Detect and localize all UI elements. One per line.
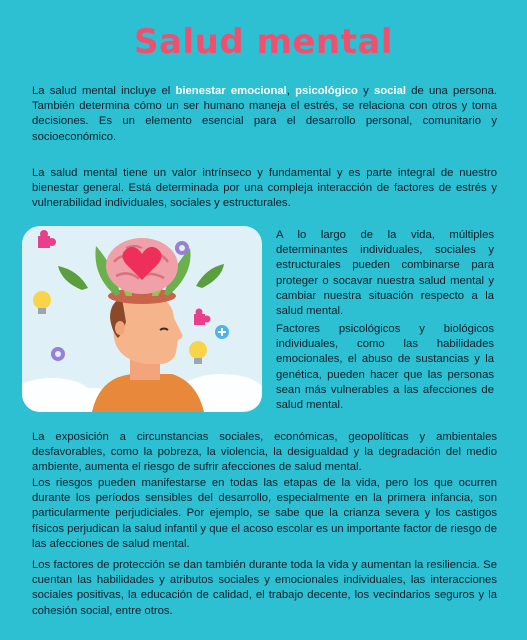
paragraph-protective-factors: Los factores de protección se dan también durante toda la vida y aumentan la resiliencia. Se cuentan las habilidades y atributos sociales y emocionales individuales, las interacciones sociales positivas, la educación de calidad, el trabajo decente, los vecindarios seguros y la cohesión social, entre otros.	[32, 559, 497, 617]
highlight-psicologico: psicológico	[295, 85, 358, 97]
paragraph-individual-factors: Factores psicológicos y biológicos individuales, como las habilidades emocionales, el abuso de sustancias y la genética, pueden hacer que las personas sean más vulnerables a las afecciones de salud mental.	[276, 323, 494, 412]
highlight-emocional: bienestar emocional	[175, 85, 287, 97]
paragraph-risks: Los riesgos pueden manifestarse en todas las etapas de la vida, pero los que ocurren durante los períodos sensibles del desarrollo, especialmente en la primera infancia, son particularmente perjudiciales. Por ejemplo, se sabe que la crianza severa y los castigos físicos perjudican la salud infantil y que el acoso escolar es un importante factor de riesgo de las afecciones de salud mental.	[32, 477, 497, 550]
paragraph-exposure: La exposición a circunstancias sociales, económicas, geopolíticas y ambientales desfavorables, como la pobreza, la violencia, la desigualdad y la degradación del medio ambiente, aumenta el riesgo de sufrir afecciones de salud mental.	[32, 431, 497, 474]
intro-separator-2: y	[357, 85, 374, 97]
mental-health-illustration	[22, 226, 262, 412]
paragraph-determinants: A lo largo de la vida, múltiples determinantes individuales, sociales y estructurales pueden combinarse para proteger o socavar nuestra salud mental y cambiar nuestra situación respecto a la salud mental.	[276, 229, 494, 318]
intro-text-start: La salud mental incluye el	[32, 85, 176, 97]
intro-separator-1: ,	[286, 85, 296, 97]
plus-icon	[215, 325, 229, 339]
paragraph-value: La salud mental tiene un valor intrínseco y fundamental y es parte integral de nuestro bienestar general. Está determinada por una compleja interacción de factores de estrés y vulnerabilidad individuales, sociales y estructurales.	[32, 167, 497, 210]
intro-text-end: de una persona. También determina cómo un ser humano maneja el estrés, se relaciona con otros y toma decisiones. Es un elemento esencial para el desarrollo personal, comunitario y socioeconómico.	[32, 85, 497, 143]
highlight-social: social	[373, 85, 406, 97]
intro-paragraph	[32, 84, 497, 145]
head-icon	[110, 294, 183, 364]
page-title: Salud mental	[133, 22, 393, 62]
